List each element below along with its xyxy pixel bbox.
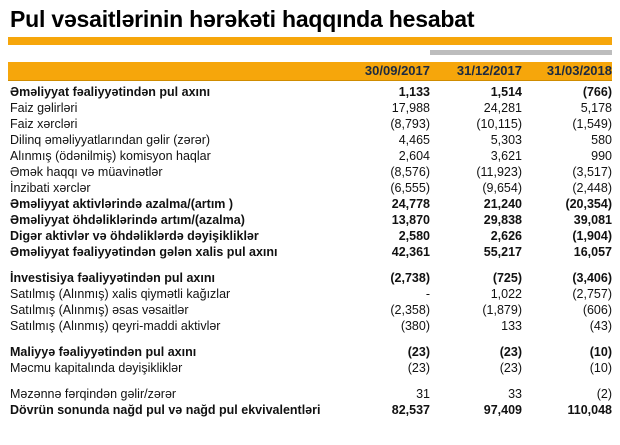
table-section (8, 344, 612, 376)
row-value: (766) (582, 85, 612, 99)
row-value: 990 (591, 149, 612, 163)
table-header-row (8, 62, 612, 81)
row-value: 13,870 (391, 213, 430, 227)
row-label: Əməliyyat aktivlərində azalma/(artım ) (10, 197, 234, 211)
column-header-date-2: 31/12/2017 (456, 63, 522, 78)
row-value: (2,757) (572, 287, 612, 301)
column-header-date-3: 31/03/2018 (546, 63, 612, 78)
row-label: Faiz gəlirləri (10, 101, 78, 115)
table-body (8, 84, 612, 418)
row-value: (11,923) (476, 165, 522, 179)
row-value: (20,354) (565, 197, 612, 211)
row-value: - (425, 287, 430, 301)
table-row (8, 302, 612, 318)
row-value: 17,988 (391, 101, 430, 115)
row-value: (2,448) (572, 181, 612, 195)
row-value: (606) (582, 303, 612, 317)
row-value: 39,081 (573, 213, 612, 227)
row-value: (380) (400, 319, 430, 333)
row-label: Əmək haqqı və müavinətlər (10, 165, 163, 179)
row-value: (1,904) (572, 229, 612, 243)
row-value: 1,022 (490, 287, 522, 301)
row-value: (23) (407, 361, 430, 375)
row-value: 1,514 (490, 85, 522, 99)
row-value: (2,358) (390, 303, 430, 317)
table-row (8, 148, 612, 164)
row-value: 29,838 (483, 213, 522, 227)
table-row (8, 116, 612, 132)
row-label: Faiz xərcləri (10, 117, 78, 131)
row-value: (1,549) (572, 117, 612, 131)
table-row (8, 228, 612, 244)
row-label: Satılmış (Alınmış) qeyri-maddi aktivlər (10, 319, 221, 333)
row-value: (3,517) (572, 165, 612, 179)
table-row (8, 132, 612, 148)
row-value: 24,778 (391, 197, 430, 211)
gray-divider-bar (430, 50, 612, 55)
table-row (8, 244, 612, 260)
row-value: 24,281 (483, 101, 522, 115)
table-row (8, 270, 612, 286)
row-label: Alınmış (ödənilmiş) komisyon haqlar (10, 149, 211, 163)
row-value: (8,793) (390, 117, 430, 131)
row-label: Satılmış (Alınmış) xalis qiymətli kağızlar (10, 287, 231, 301)
row-value: 110,048 (567, 403, 612, 417)
table-row (8, 386, 612, 402)
row-value: 42,361 (391, 245, 430, 259)
row-value: 4,465 (398, 133, 430, 147)
table-row (8, 100, 612, 116)
row-label: Dilinq əməliyyatlarından gəlir (zərər) (10, 133, 211, 147)
row-value: 82,537 (391, 403, 430, 417)
row-value: 31 (416, 387, 430, 401)
row-value: (8,576) (390, 165, 430, 179)
row-label: İnzibati xərclər (10, 181, 91, 195)
row-value: (725) (492, 271, 522, 285)
row-value: 97,409 (483, 403, 522, 417)
row-value: (6,555) (390, 181, 430, 195)
table-row (8, 164, 612, 180)
row-value: (10,115) (476, 117, 522, 131)
row-value: 3,621 (490, 149, 522, 163)
row-value: 2,580 (398, 229, 430, 243)
row-value: 21,240 (483, 197, 522, 211)
row-value: (1,879) (482, 303, 522, 317)
row-value: 2,604 (398, 149, 430, 163)
table-row (8, 344, 612, 360)
table-section (8, 386, 612, 418)
row-label: Əməliyyat öhdəliklərində artım/(azalma) (10, 213, 245, 227)
table-row (8, 318, 612, 334)
row-value: (23) (499, 361, 522, 375)
row-value: 5,178 (580, 101, 612, 115)
row-label: Məcmu kapitalında dəyişikliklər (10, 361, 183, 375)
title-accent-bar (8, 37, 612, 45)
row-value: 1,133 (398, 85, 430, 99)
row-value: 16,057 (573, 245, 612, 259)
table-row (8, 402, 612, 418)
row-value: (9,654) (482, 181, 522, 195)
column-header-date-1: 30/09/2017 (364, 63, 430, 78)
row-value: (3,406) (572, 271, 612, 285)
row-label: Maliyyə fəaliyyətindən pul axını (10, 345, 197, 359)
row-value: (23) (499, 345, 522, 359)
row-label: Dövrün sonunda nağd pul və nağd pul ekvivalentləri (10, 403, 321, 417)
row-value: 5,303 (490, 133, 522, 147)
row-label: Əməliyyat fəaliyyətindən pul axını (10, 85, 211, 99)
row-value: 580 (591, 133, 612, 147)
row-value: 55,217 (483, 245, 522, 259)
row-value: (10) (589, 345, 612, 359)
table-row (8, 180, 612, 196)
row-value: (23) (407, 345, 430, 359)
row-value: (2) (596, 387, 612, 401)
table-row (8, 196, 612, 212)
row-label: Məzənnə fərqindən gəlir/zərər (10, 387, 177, 401)
row-label: Digər aktivlər və öhdəliklərdə dəyişikliklər (10, 229, 259, 243)
row-value: 33 (508, 387, 522, 401)
table-row (8, 212, 612, 228)
row-value: (43) (589, 319, 612, 333)
row-value: 2,626 (490, 229, 522, 243)
row-label: Əməliyyat fəaliyyətindən gələn xalis pul axını (10, 245, 278, 259)
table-section (8, 270, 612, 334)
row-value: 133 (501, 319, 522, 333)
row-label: Satılmış (Alınmış) əsas vəsaitlər (10, 303, 189, 317)
row-value: (2,738) (390, 271, 430, 285)
table-row (8, 360, 612, 376)
table-row (8, 286, 612, 302)
page-title: Pul vəsaitlərinin hərəkəti haqqında hesabat (10, 6, 475, 32)
table-section (8, 84, 612, 260)
row-value: (10) (589, 361, 612, 375)
table-row (8, 84, 612, 100)
row-label: İnvestisiya fəaliyyətindən pul axını (10, 271, 215, 285)
